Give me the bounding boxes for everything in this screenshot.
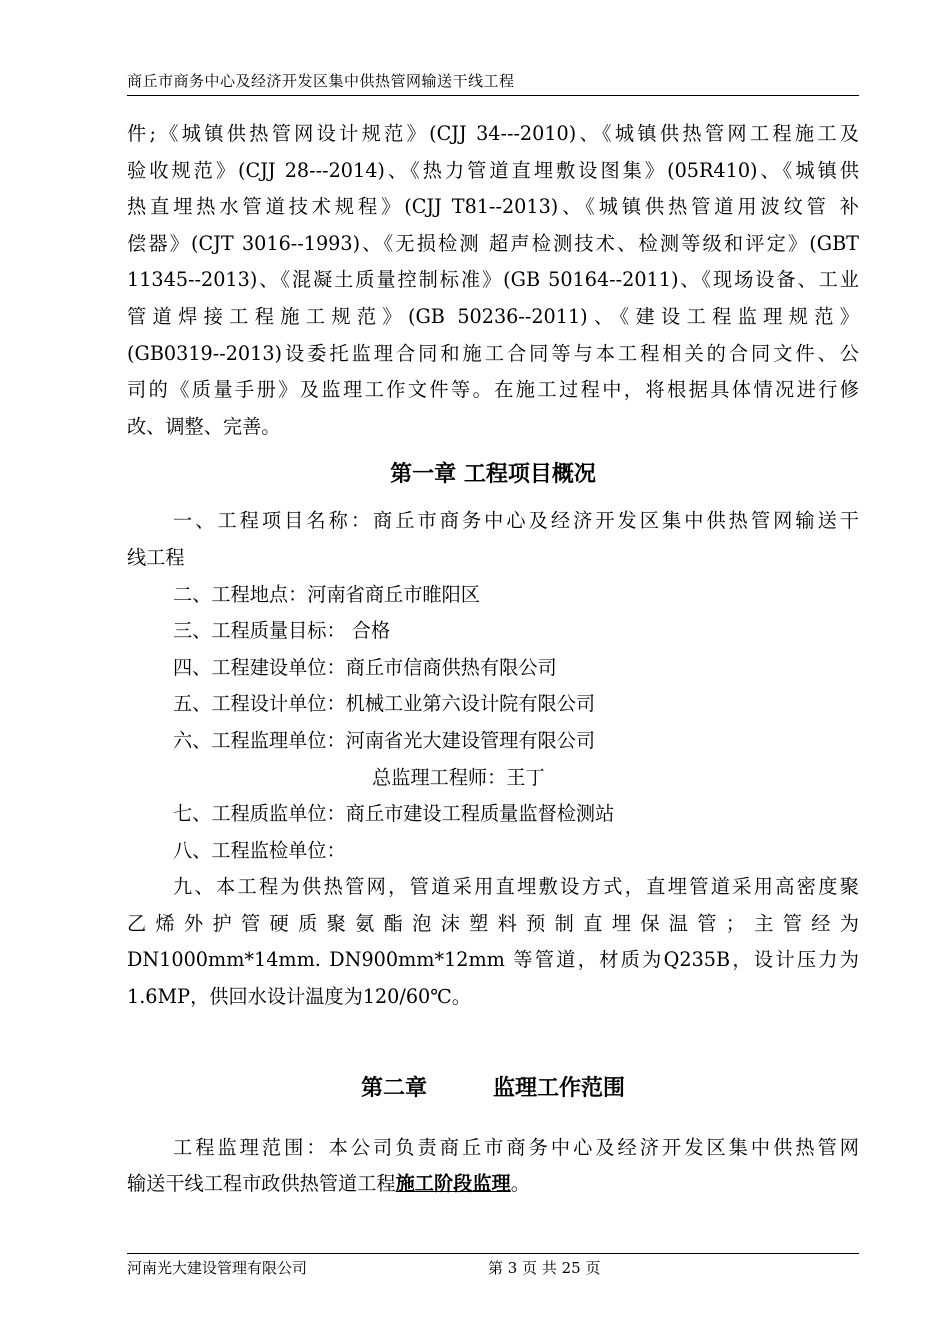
chapter-1-title: 第一章 工程项目概况 <box>390 461 596 488</box>
intro-line: 改、调整、完善。 <box>127 414 281 438</box>
scope-emphasis: 施工阶段监理 <box>395 1172 511 1196</box>
intro-line: 偿器》(CJT 3016--1993)、《无损检测 超声检测技术、检测等级和评定》(GBT <box>127 231 859 255</box>
intro-line: 件;《城镇供热管网设计规范》(CJJ 34---2010)、《城镇供热管网工程施工及 <box>127 122 859 145</box>
project-name: 一、工程项目名称：商丘市商务中心及经济开发区集中供热管网输送干 <box>173 509 859 533</box>
scope-line: 工程监理范围：本公司负责商丘市商务中心及经济开发区集中供热管网 <box>173 1135 859 1159</box>
page-number: 第 3 页 共 25 页 <box>488 1259 601 1277</box>
supervision-unit: 六、工程监理单位：河南省光大建设管理有限公司 <box>173 728 596 752</box>
footer-company: 河南光大建设管理有限公司 <box>127 1259 308 1277</box>
chapter-2-number: 第二章 <box>360 1074 427 1101</box>
project-description: DN1000mm*14mm. DN900mm*12mm 等管道，材质为Q235B，设计压力为 <box>127 948 859 972</box>
chapter-2-heading: 监理工作范围 <box>493 1074 626 1101</box>
design-unit: 五、工程设计单位：机械工业第六设计院有限公司 <box>173 692 596 716</box>
intro-line: 司的《质量手册》及监理工作文件等。在施工过程中，将根据具体情况进行修 <box>127 378 859 402</box>
intro-line: 热直埋热水管道技术规程》(CJJ T81--2013)、《城镇供热管道用波纹管 补 <box>127 195 859 219</box>
intro-line: 验收规范》(CJJ 28---2014)、《热力管道直埋敷设图集》(05R410)、《城镇供 <box>127 158 859 182</box>
intro-line: 管道焊接工程施工规范》(GB 50236--2011)、《建设工程监理规范》 <box>127 304 859 328</box>
page-header <box>127 70 859 96</box>
page-footer <box>127 1253 859 1279</box>
inspection-unit: 八、工程监检单位： <box>173 838 346 862</box>
scope-end: 。 <box>510 1172 530 1196</box>
project-location: 二、工程地点：河南省商丘市睢阳区 <box>173 582 480 606</box>
project-description: 乙烯外护管硬质聚氨酯泡沫塑料预制直埋保温管；主管经为 <box>127 911 859 935</box>
project-description: 1.6MP，供回水设计温度为120/60℃。 <box>127 985 471 1009</box>
project-description: 九、本工程为供热管网，管道采用直埋敷设方式，直埋管道采用高密度聚 <box>173 875 859 899</box>
intro-line: (GB0319--2013)设委托监理合同和施工合同等与本工程相关的合同文件、公 <box>127 341 859 365</box>
quality-supervision-unit: 七、工程质监单位：商丘市建设工程质量监督检测站 <box>173 802 615 826</box>
quality-goal: 三、工程质量目标： 合格 <box>173 619 391 643</box>
chapter-2-title <box>127 1046 859 1130</box>
intro-line: 11345--2013)、《混凝土质量控制标准》(GB 50164--2011)、《现场设备、工业 <box>127 268 859 292</box>
scope-line <box>127 1166 859 1203</box>
project-name-cont: 线工程 <box>127 545 185 569</box>
chief-engineer: 总监理工程师：王丁 <box>372 765 545 789</box>
header-title: 商丘市商务中心及经济开发区集中供热管网输送干线工程 <box>127 72 515 90</box>
construction-unit: 四、工程建设单位：商丘市信商供热有限公司 <box>173 655 557 679</box>
scope-text: 输送干线工程市政供热管道工程 <box>127 1172 396 1196</box>
document-body <box>127 116 859 1203</box>
